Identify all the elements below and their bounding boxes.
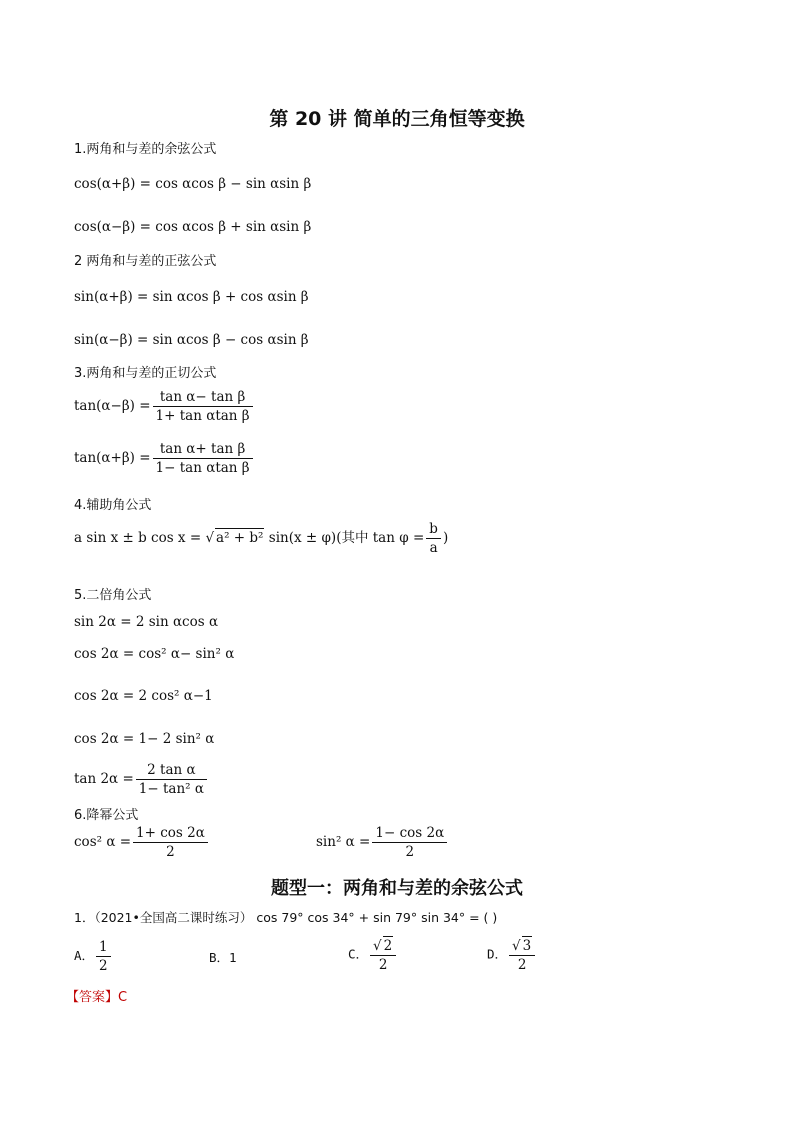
option-b: B．1 bbox=[209, 950, 237, 965]
formula-auxiliary-angle: a sin x ± b cos x = √ a² + b² sin(x ± φ)(其中 tan φ = $\frac{b}{a}$ ) bbox=[74, 521, 449, 556]
formula-tan-sum: tan(α+β) = $\frac{\text{tan α+ tan β}}{\text{1− tan αtan β}}$ bbox=[74, 440, 255, 477]
formula-sin-sum: sin(α+β) = sin αcos β + cos αsin β bbox=[74, 289, 309, 305]
section-heading-4: 4.辅助角公式 bbox=[74, 498, 152, 513]
option-d: D． $\frac{√ 3}{2}$ bbox=[487, 936, 537, 974]
formula-cos-diff: cos(α−β) = cos αcos β + sin αsin β bbox=[74, 219, 312, 235]
option-a: A． $\frac{1}{2}$ bbox=[74, 938, 113, 975]
section-heading-2: 2 两角和与差的正弦公式 bbox=[74, 254, 217, 269]
formula-sin-diff: sin(α−β) = sin αcos β − cos αsin β bbox=[74, 332, 309, 348]
formula-tan-diff: tan(α−β) = $\frac{\text{tan α− tan β}}{\text{1+ tan αtan β}}$ bbox=[74, 388, 255, 425]
page-title: 第 20 讲 简单的三角恒等变换 bbox=[269, 108, 525, 130]
answer-tag: 【答案】 bbox=[66, 990, 119, 1005]
section-heading-5: 5.二倍角公式 bbox=[74, 588, 152, 603]
question-text: 1．（2021•全国高二课时练习） cos 79° cos 34° + sin 79° sin 34° = ( ) bbox=[74, 910, 498, 925]
section-heading-6: 6.降幂公式 bbox=[74, 808, 139, 823]
formula-cos-double-b: cos 2α = 2 cos² α−1 bbox=[74, 688, 213, 704]
option-c: C． $\frac{√ 2}{2}$ bbox=[348, 936, 398, 974]
formula-cos-sum: cos(α+β) = cos αcos β − sin αsin β bbox=[74, 176, 312, 192]
answer bbox=[66, 986, 127, 1005]
question-type-heading: 题型一：两角和与差的余弦公式 bbox=[271, 878, 523, 899]
formula-tan-double: tan 2α = $\frac{\text{2 tan α}}{\text{1− tan² α}}$ bbox=[74, 761, 209, 798]
section-heading-1: 1.两角和与差的余弦公式 bbox=[74, 142, 217, 157]
formula-sin-square: sin² α = $\frac{1- \cos 2\alpha}{2}$ bbox=[316, 824, 449, 861]
section-heading-3: 3.两角和与差的正切公式 bbox=[74, 366, 217, 381]
formula-sin-double: sin 2α = 2 sin αcos α bbox=[74, 614, 219, 630]
formula-cos-square: cos² α = $\frac{1+ \cos 2\alpha}{2}$ bbox=[74, 824, 210, 861]
formula-cos-double-c: cos 2α = 1− 2 sin² α bbox=[74, 731, 215, 747]
formula-cos-double-a: cos 2α = cos² α− sin² α bbox=[74, 646, 235, 662]
answer-value: C bbox=[118, 990, 128, 1005]
